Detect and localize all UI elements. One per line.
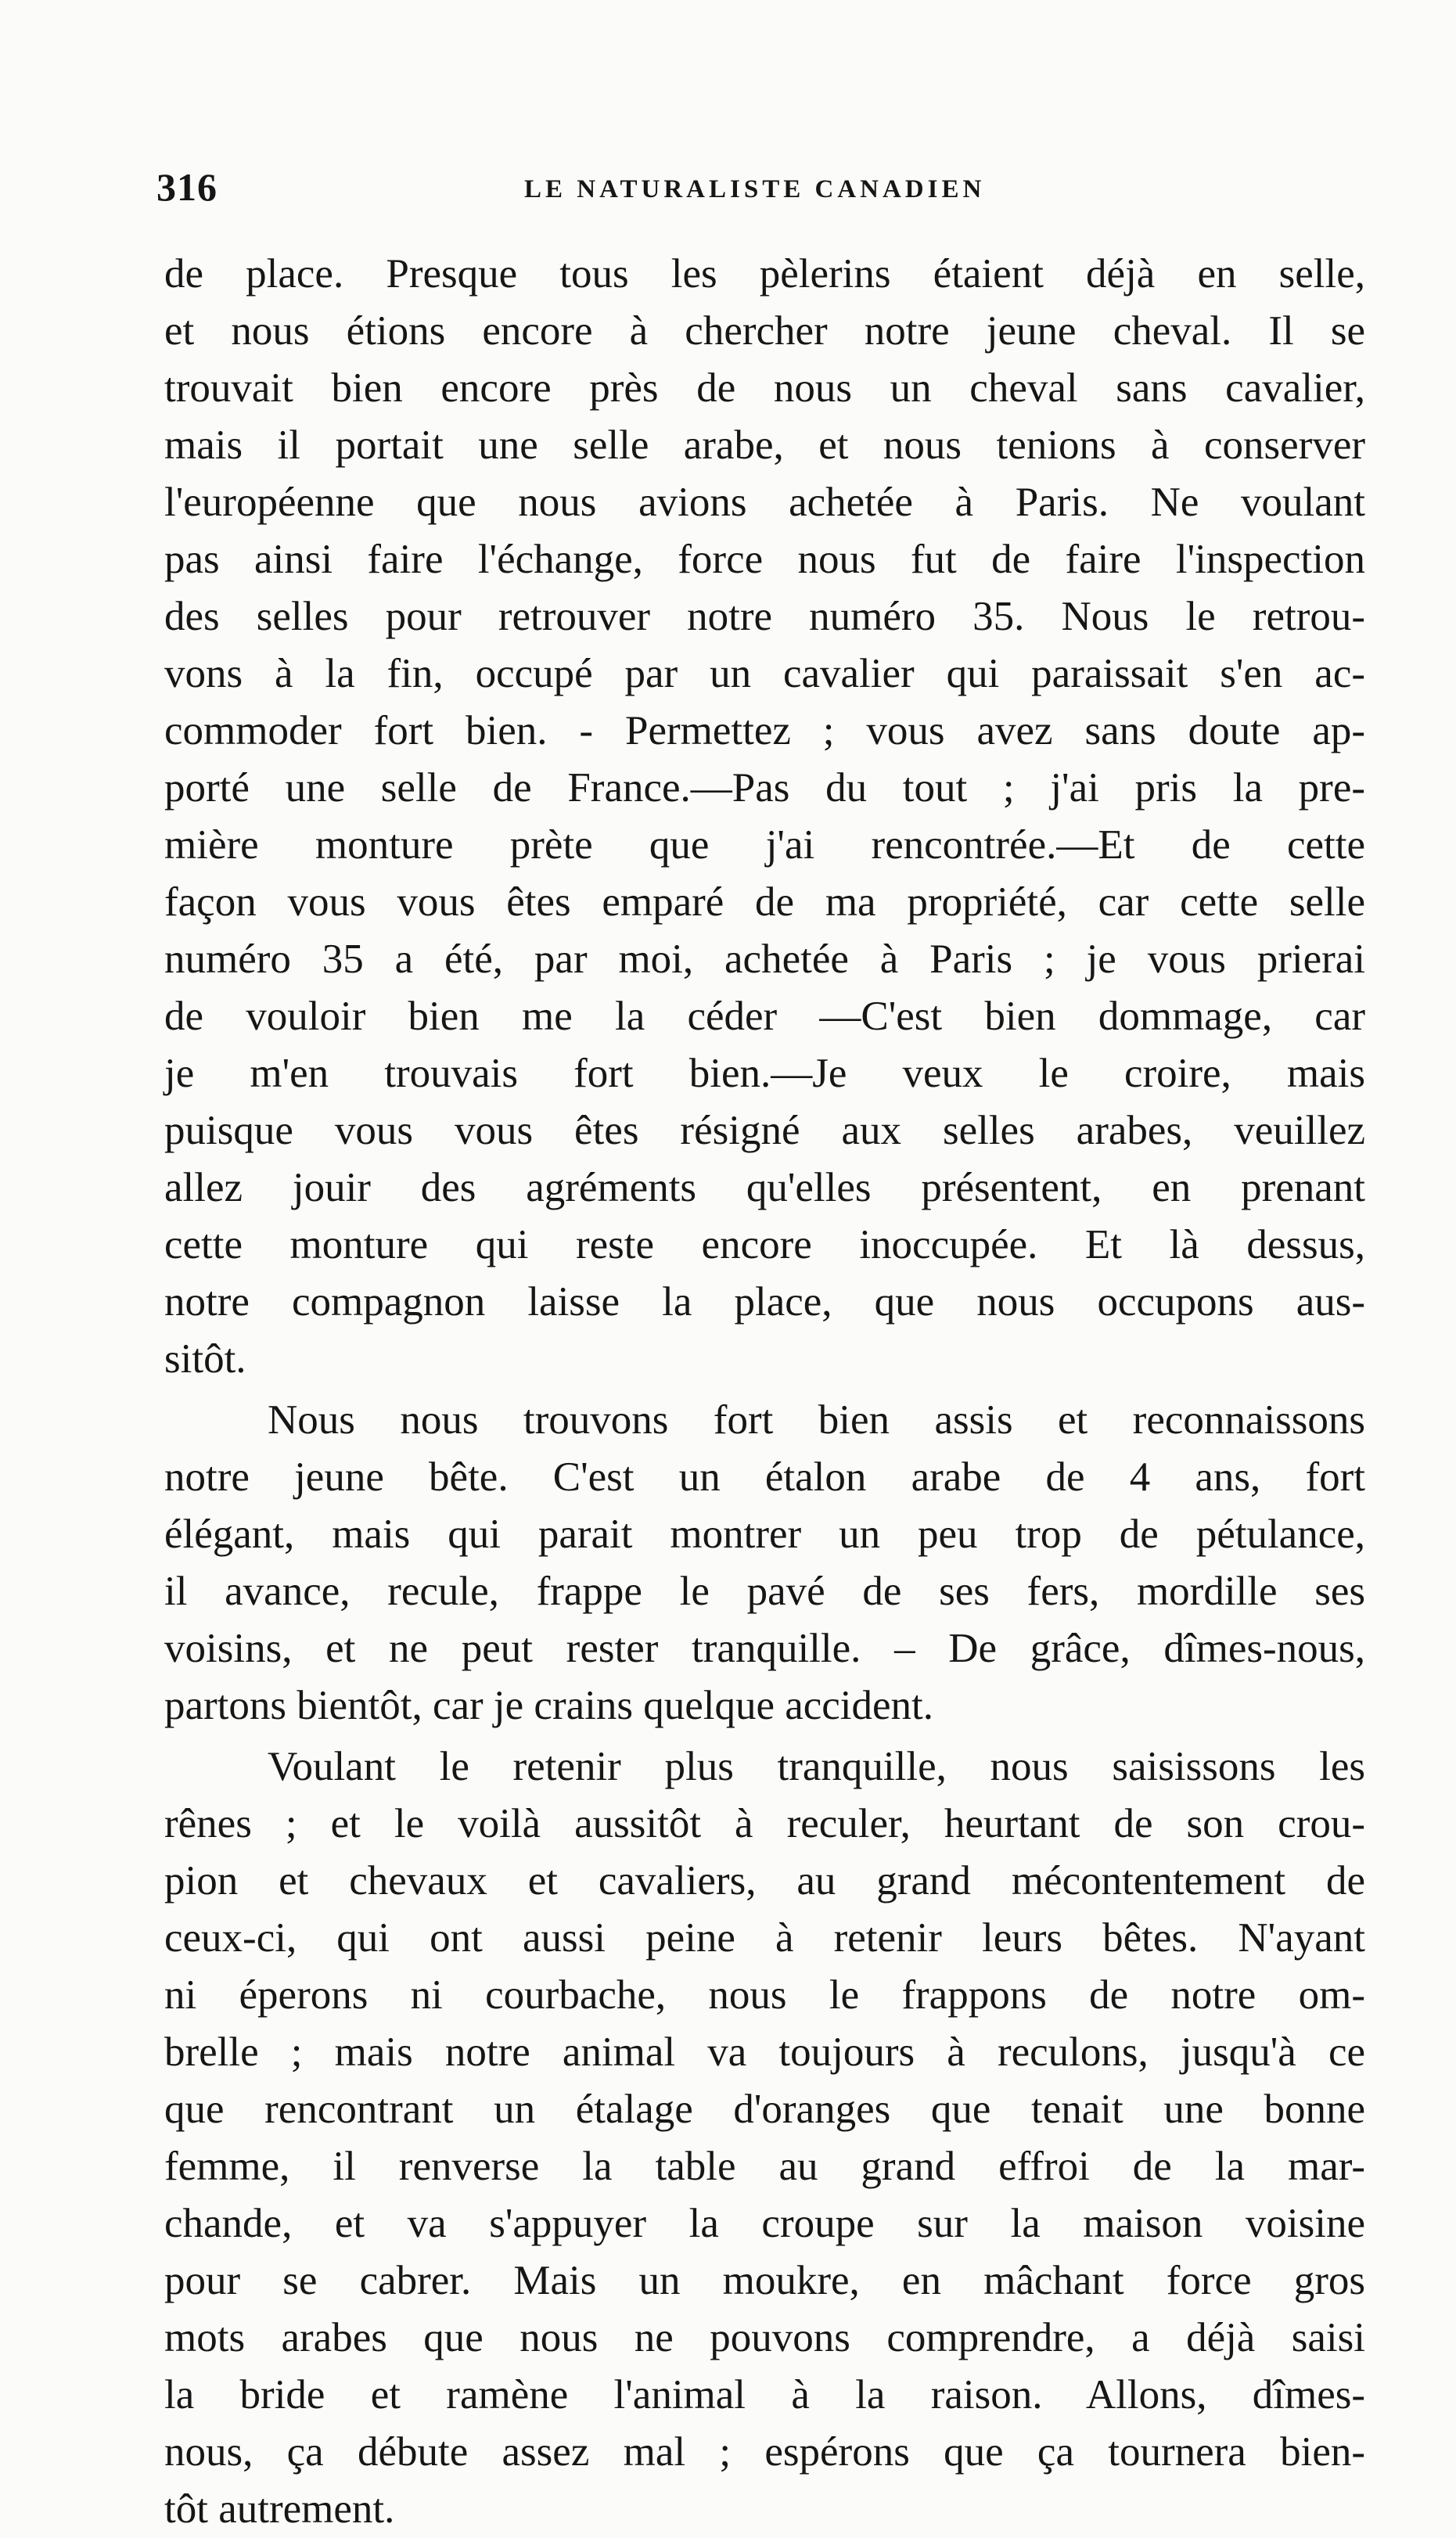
text-line: et nous étions encore à chercher notre jeune cheval. Il se bbox=[164, 308, 1365, 354]
paragraph bbox=[164, 246, 1365, 1388]
text-line: des selles pour retrouver notre numéro 35. Nous le retrou- bbox=[164, 594, 1365, 639]
text-line: Voulant le retenir plus tranquille, nous saisissons les bbox=[268, 1744, 1365, 1789]
text-line: sitôt. bbox=[164, 1336, 246, 1382]
running-title: LE NATURALISTE CANADIEN bbox=[524, 175, 986, 203]
text-line: l'européenne que nous avions achetée à Paris. Ne voulant bbox=[164, 480, 1365, 525]
text-line: rênes ; et le voilà aussitôt à reculer, heurtant de son crou- bbox=[164, 1801, 1365, 1846]
text-line: brelle ; mais notre animal va toujours à reculons, jusqu'à ce bbox=[164, 2029, 1365, 2075]
text-line: ceux-ci, qui ont aussi peine à retenir leurs bêtes. N'ayant bbox=[164, 1915, 1365, 1961]
page-header bbox=[156, 164, 1330, 219]
text-line: élégant, mais qui parait montrer un peu trop de pétulance, bbox=[164, 1512, 1365, 1557]
text-line: trouvait bien encore près de nous un cheval sans cavalier, bbox=[164, 365, 1365, 411]
text-line: numéro 35 a été, par moi, achetée à Paris ; je vous prierai bbox=[164, 936, 1365, 982]
text-line: notre compagnon laisse la place, que nous occupons aus- bbox=[164, 1279, 1365, 1325]
text-line: tôt autrement. bbox=[164, 2486, 395, 2532]
text-line: puisque vous vous êtes résigné aux selles arabes, veuillez bbox=[164, 1108, 1365, 1153]
text-line: la bride et ramène l'animal à la raison. Allons, dîmes- bbox=[164, 2372, 1365, 2418]
text-line: Nous nous trouvons fort bien assis et reconnaissons bbox=[268, 1397, 1365, 1443]
paragraph bbox=[164, 1392, 1365, 1735]
text-line: de vouloir bien me la céder —C'est bien dommage, car bbox=[164, 994, 1365, 1039]
text-line: mière monture prète que j'ai rencontrée.—Et de cette bbox=[164, 822, 1365, 868]
text-line: nous, ça débute assez mal ; espérons que ça tournera bien- bbox=[164, 2429, 1365, 2475]
text-line: chande, et va s'appuyer la croupe sur la maison voisine bbox=[164, 2201, 1365, 2246]
text-line: voisins, et ne peut rester tranquille. – De grâce, dîmes-nous, bbox=[164, 1626, 1365, 1671]
text-line: de place. Presque tous les pèlerins étaient déjà en selle, bbox=[164, 251, 1365, 297]
text-line: notre jeune bête. C'est un étalon arabe de 4 ans, fort bbox=[164, 1454, 1365, 1500]
text-line: ni éperons ni courbache, nous le frappons de notre om- bbox=[164, 1972, 1365, 2018]
text-line: il avance, recule, frappe le pavé de ses fers, mordille ses bbox=[164, 1569, 1365, 1614]
text-line: façon vous vous êtes emparé de ma propriété, car cette selle bbox=[164, 879, 1365, 925]
text-line: je m'en trouvais fort bien.—Je veux le croire, mais bbox=[164, 1051, 1365, 1096]
text-line: partons bientôt, car je crains quelque accident. bbox=[164, 1683, 934, 1728]
text-line: mais il portait une selle arabe, et nous tenions à conserver bbox=[164, 422, 1365, 468]
text-line: pas ainsi faire l'échange, force nous fut de faire l'inspection bbox=[164, 537, 1365, 582]
text-line: commoder fort bien. - Permettez ; vous avez sans doute ap- bbox=[164, 708, 1365, 753]
paragraph bbox=[164, 1738, 1365, 2538]
text-line: vons à la fin, occupé par un cavalier qui paraissait s'en ac- bbox=[164, 651, 1365, 696]
page-number: 316 bbox=[156, 165, 218, 209]
text-line: allez jouir des agréments qu'elles présentent, en prenant bbox=[164, 1165, 1365, 1210]
text-line: que rencontrant un étalage d'oranges que tenait une bonne bbox=[164, 2087, 1365, 2132]
text-line: pion et chevaux et cavaliers, au grand mécontentement de bbox=[164, 1858, 1365, 1903]
text-line: porté une selle de France.—Pas du tout ; j'ai pris la pre- bbox=[164, 765, 1365, 811]
page-body bbox=[164, 246, 1365, 2538]
text-line: femme, il renverse la table au grand effroi de la mar- bbox=[164, 2144, 1365, 2189]
text-line: pour se cabrer. Mais un moukre, en mâchant force gros bbox=[164, 2258, 1365, 2303]
text-line: cette monture qui reste encore inoccupée. Et là dessus, bbox=[164, 1222, 1365, 1267]
text-line: mots arabes que nous ne pouvons comprendre, a déjà saisi bbox=[164, 2315, 1365, 2360]
